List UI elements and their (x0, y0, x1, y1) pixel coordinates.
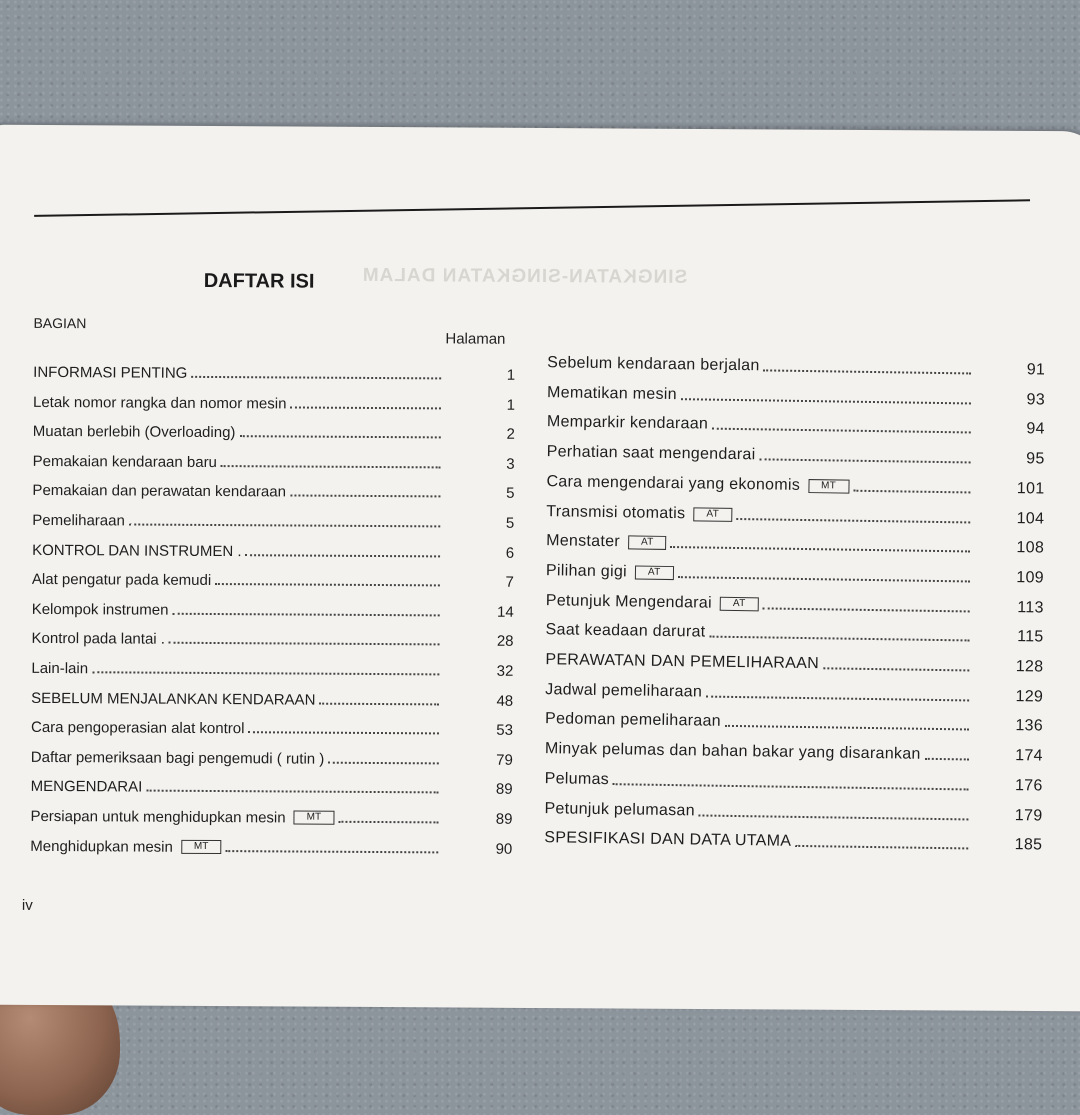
transmission-badge: MT (808, 479, 849, 494)
leader-dots (736, 517, 970, 522)
toc-entry-page: 89 (495, 810, 513, 828)
toc-entry-label: Kontrol pada lantai . (31, 630, 166, 649)
leader-dots (172, 613, 439, 617)
leader-dots (762, 607, 969, 612)
leader-dots (191, 376, 441, 380)
toc-entry-label: SPESIFIKASI DAN DATA UTAMA (544, 829, 792, 851)
toc-entry-page: 136 (1015, 717, 1044, 735)
transmission-badge: MT (181, 839, 222, 853)
section-column-label: BAGIAN (33, 314, 87, 332)
toc-entry (30, 803, 513, 828)
toc-entry-label: Cara mengendarai yang ekonomis (546, 472, 801, 494)
toc-entry-page: 6 (505, 544, 515, 562)
leader-dots (759, 458, 970, 463)
toc-entry-page: 79 (496, 751, 513, 769)
toc-entry-label: Pemakaian dan perawatan kendaraan (32, 482, 287, 501)
toc-entry-page: 7 (505, 573, 514, 592)
page-number: iv (21, 896, 33, 914)
toc-entry-page: 185 (1014, 836, 1043, 854)
toc-entry-label: Persiapan untuk menghidupkan mesin (30, 807, 286, 827)
toc-entry-page: 53 (496, 721, 514, 740)
leader-dots (92, 671, 439, 675)
leader-dots (681, 398, 971, 404)
toc-entry-label: Kelompok instrumen (31, 600, 169, 619)
transmission-badge: AT (693, 507, 732, 522)
toc-entry-label: INFORMASI PENTING (33, 363, 188, 382)
toc-entry (31, 596, 514, 621)
toc-entry-page: 104 (1016, 509, 1045, 528)
toc-entry-label: Cara pengoperasian alat kontrol (30, 719, 245, 738)
leader-dots (678, 576, 970, 582)
leader-dots (795, 845, 968, 850)
toc-entry (32, 448, 515, 473)
page-title: DAFTAR ISI (203, 269, 315, 293)
toc-entry (31, 566, 514, 592)
leader-dots (671, 546, 971, 552)
toc-entry-page: 129 (1015, 687, 1044, 706)
toc-entry (544, 796, 1043, 825)
header-rule (34, 199, 1030, 217)
toc-entry-label: Pemakaian kendaraan baru (32, 452, 217, 471)
toc-entry-label: MENGENDARAI (30, 778, 143, 796)
toc-entry (545, 558, 1045, 587)
toc-entry-label: Pilihan gigi (545, 562, 628, 581)
toc-entry (32, 536, 515, 562)
leader-dots (709, 636, 969, 642)
toc-entry (546, 528, 1045, 557)
toc-entry-page: 90 (495, 840, 513, 858)
toc-entry-label: Mematikan mesin (546, 383, 678, 403)
toc-entry-page: 128 (1015, 658, 1044, 676)
toc-entry (544, 707, 1044, 735)
leader-dots (328, 762, 439, 765)
leader-dots (319, 702, 439, 705)
toc-entry-page: 2 (506, 425, 515, 444)
leader-dots (146, 790, 438, 794)
toc-entry (546, 380, 1046, 409)
leader-dots (712, 428, 971, 434)
leader-dots (248, 731, 439, 734)
toc-entry-label: Alat pengatur pada kemudi (31, 571, 212, 590)
transmission-badge: MT (294, 810, 335, 824)
leader-dots (290, 495, 440, 498)
book-page (0, 125, 1080, 1012)
leader-dots (823, 667, 969, 671)
toc-entry-page: 48 (496, 692, 514, 710)
leader-dots (221, 465, 441, 468)
leader-dots (239, 435, 440, 438)
toc-entry-label: Sebelum kendaraan berjalan (547, 354, 760, 375)
toc-entry (546, 469, 1045, 498)
toc-entry-label: Muatan berlebih (Overloading) (32, 423, 236, 442)
toc-entry (547, 350, 1046, 379)
leader-dots (725, 725, 969, 731)
leader-dots (169, 642, 440, 646)
toc-entry (545, 677, 1044, 706)
toc-entry (544, 736, 1043, 765)
leader-dots (225, 850, 438, 853)
toc-entry (546, 499, 1045, 528)
transmission-badge: AT (720, 596, 759, 611)
toc-entry-label: Transmisi otomatis (546, 502, 686, 522)
toc-entry-page: 95 (1026, 450, 1045, 468)
toc-entry (546, 410, 1045, 438)
toc-entry (544, 766, 1043, 795)
leader-dots (290, 406, 441, 409)
toc-entry-label: Jadwal pemeliharaan (545, 680, 703, 701)
toc-entry-label: Daftar pemeriksaan bagi pengemudi ( rutin ) (30, 748, 325, 768)
leader-dots (613, 783, 969, 790)
page-column-label: Halaman (445, 330, 506, 348)
toc-entry (545, 647, 1044, 676)
toc-entry-page: 93 (1026, 390, 1046, 409)
leader-dots (129, 523, 440, 527)
toc-entry-page: 5 (506, 485, 515, 503)
toc-entry-label: Memparkir kendaraan (546, 413, 709, 433)
toc-entry (32, 388, 516, 414)
bleed-through-text: SINGKATAN-SINGKATAN DALAM (361, 264, 688, 288)
toc-entry-label: Pedoman pemeliharaan (544, 710, 722, 731)
toc-entry-label: Menstater (546, 532, 621, 551)
toc-entry (544, 825, 1043, 854)
leader-dots (764, 369, 972, 374)
toc-entry-label: Perhatian saat mengendarai (546, 443, 756, 464)
toc-entry (31, 684, 514, 710)
toc-entry (31, 655, 514, 680)
leader-dots (853, 490, 970, 494)
leader-dots (699, 814, 969, 820)
toc-entry-page: 179 (1014, 806, 1043, 825)
toc-entry-label: Petunjuk Mengendarai (545, 591, 713, 612)
toc-entry-label: PERAWATAN DAN PEMELIHARAAN (545, 651, 820, 673)
toc-entry (545, 588, 1044, 617)
toc-entry-page: 174 (1015, 747, 1043, 765)
toc-entry-page: 89 (495, 781, 513, 799)
leader-dots (246, 554, 441, 557)
toc-entry-label: Lain-lain (31, 659, 89, 678)
toc-entry (32, 418, 515, 444)
toc-entry (32, 507, 515, 532)
toc-entry-page: 115 (1017, 628, 1044, 646)
toc-entry (30, 832, 513, 858)
toc-entry (30, 773, 513, 799)
toc-entry (30, 744, 513, 769)
toc-entry-page: 101 (1016, 479, 1045, 498)
toc-entry-page: 1 (506, 396, 516, 414)
toc-entry-label: Menghidupkan mesin (30, 837, 173, 856)
toc-entry-label: Saat keadaan darurat (545, 621, 706, 641)
toc-entry-page: 176 (1014, 776, 1043, 795)
toc-entry (30, 714, 514, 740)
toc-entry-label: Pemeliharaan (32, 511, 125, 530)
toc-entry (33, 359, 516, 384)
toc-entry-page: 109 (1016, 569, 1045, 587)
toc-entry (31, 625, 514, 651)
toc-entry-page: 5 (505, 514, 515, 532)
toc-entry-page: 14 (496, 603, 514, 621)
toc-entry-page: 113 (1017, 598, 1044, 617)
toc-entry (546, 439, 1045, 468)
toc-entry (32, 477, 515, 503)
toc-entry (545, 617, 1044, 646)
toc-entry-page: 108 (1016, 539, 1045, 557)
toc-entry-label: Petunjuk pelumasan (544, 799, 696, 819)
leader-dots (215, 583, 440, 586)
transmission-badge: AT (635, 565, 674, 580)
toc-entry-page: 91 (1026, 361, 1046, 379)
toc-entry-page: 1 (506, 366, 516, 384)
toc-entry-label: Pelumas (544, 769, 610, 788)
toc-entry-page: 94 (1026, 420, 1045, 438)
leader-dots (925, 758, 969, 761)
toc-entry-page: 28 (496, 633, 514, 651)
toc-entry-label: SEBELUM MENJALANKAN KENDARAAN (31, 689, 316, 709)
toc-entry-label: Letak nomor rangka dan nomor mesin (32, 393, 287, 413)
toc-entry-page: 3 (506, 455, 515, 473)
toc-entry-label: KONTROL DAN INSTRUMEN . (32, 541, 242, 560)
toc-entry-label: Minyak pelumas dan bahan bakar yang disarankan (544, 740, 921, 763)
toc-entry-page: 32 (496, 662, 514, 680)
leader-dots (338, 821, 438, 824)
transmission-badge: AT (628, 536, 667, 551)
leader-dots (706, 695, 969, 701)
